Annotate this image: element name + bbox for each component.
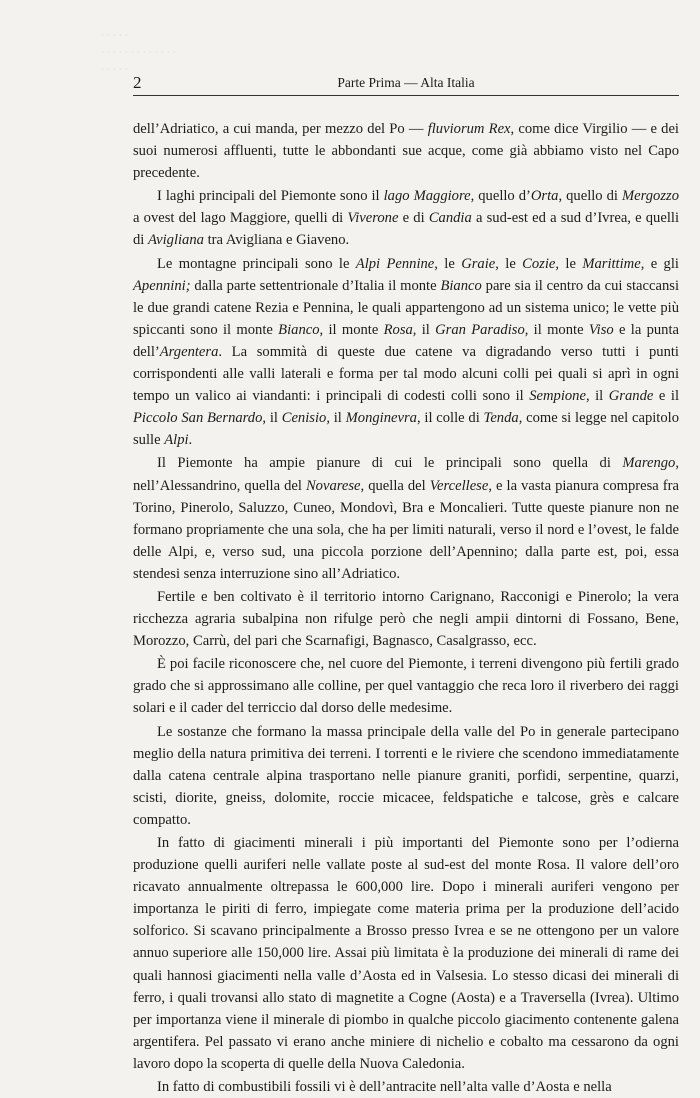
text-run: , il colle di — [416, 410, 484, 427]
italic-text: Viverone — [347, 210, 399, 227]
running-title: Parte Prima — Alta Italia — [337, 75, 475, 90]
italic-text: Sempione — [529, 388, 586, 405]
italic-text: Avigliana — [148, 232, 204, 249]
page-body — [133, 118, 679, 1098]
italic-text: Tenda — [483, 410, 519, 427]
paragraph — [133, 721, 679, 831]
text-run: , quello di — [558, 188, 622, 205]
text-run: Le montagne principali sono le — [157, 255, 356, 272]
text-run: , come si legge nel capitolo sulle — [133, 410, 679, 449]
text-run: , il — [412, 321, 436, 338]
text-run: , il — [585, 388, 609, 405]
text-run: e il — [653, 388, 679, 405]
text-run: Il Piemonte ha ampie pianure di cui le principali sono quella di — [157, 455, 623, 472]
paragraph — [133, 653, 679, 719]
text-run: , quello d’ — [470, 188, 531, 205]
italic-text: Monginevra — [345, 410, 417, 427]
text-run: pare sia il centro da cui staccansi le due grandi catene Rezia e Pennina, le quali appartengono ad un sistema unico; le vette più spiccanti sono il monte — [133, 277, 679, 338]
text-run: È poi facile riconoscere che, nel cuore del Piemonte, i terreni divengono più fertili grado grado che si approssimano alle colline, per quel vantaggio che reca loro il riverbero dei raggi solari e il cader del terriccio dal dorso delle medesime. — [133, 656, 679, 717]
italic-text: fluviorum Rex — [427, 121, 511, 137]
ghost-line: ············· — [100, 45, 178, 61]
text-run: e la punta dell’ — [133, 321, 680, 360]
paragraph — [133, 1076, 679, 1098]
text-run: , e la vasta pianura compresa fra Torino, Pinerolo, Saluzzo, Cuneo, Mondovì, Bra e Moncalieri. Tutte queste pianure non ne formano propriamente che una sola, che ha per limiti naturali, verso il nord e l’ovest, le falde delle Alpi, e, verso sud, una piccola porzione dell’Apennino; dalla parte est, poi, essa stendesi senza interruzione sino all’Adriatico. — [133, 477, 679, 582]
italic-text: Apennini; — [133, 277, 191, 294]
paragraph — [133, 253, 679, 452]
text-run: Fertile e ben coltivato è il territorio intorno Carignano, Racconigi e Pinerolo; la vera ricchezza agraria subalpina non rifulge però che negli ampii dintorni di Fossano, Bene, Morozzo, Carrù, del pari che Scarnafigi, Bagnasco, Casalgrasso, ecc. — [133, 588, 679, 650]
text-run: , le — [495, 255, 523, 272]
italic-text: Vercellese — [429, 477, 489, 494]
italic-text: Piccolo San Bernardo — [133, 410, 263, 427]
italic-text: Bianco — [278, 321, 320, 338]
text-run: , le — [434, 255, 462, 272]
text-run: a sud-est ed a sud d’Ivrea, e quelli di — [133, 210, 679, 249]
italic-text: Novarese — [305, 477, 361, 494]
text-run: . La sommità di queste due catene va digradando verso tutti i punti corrispondenti alle valli laterali e forma per tal modo alcuni colli pei quali si aprì in ogni tempo un valico ai viandanti: i principali di codesti colli sono il — [133, 343, 679, 405]
text-run: , e gli — [640, 255, 679, 272]
text-run: Le sostanze che formano la massa principale della valle del Po in generale partecipano meglio della natura primitiva dei terreni. I torrenti e le riviere che scendono immediatamente dalla catena centrale alpina trasportano nelle pianure graniti, porfidi, serpentine, quarzi, scisti, diorite, gneiss, dolomite, roccie micacee, feldspatiche e talcose, grès e calcare compatto. — [133, 723, 679, 828]
italic-text: Mergozzo — [621, 188, 679, 205]
text-run: , come dice Virgilio — e dei suoi numerosi affluenti, tutte le abbondanti sue acque, come già abbiamo visto nel Capo precedente. — [133, 121, 679, 182]
text-run: I laghi principali del Piemonte sono il — [157, 188, 384, 205]
paragraph — [133, 185, 679, 251]
italic-text: Bianco — [440, 277, 482, 294]
text-run: e di — [398, 210, 429, 227]
text-run: dell’Adriatico, a cui manda, per mezzo del Po — — [133, 121, 428, 137]
text-run: dalla parte settentrionale d’Italia il monte — [190, 277, 441, 294]
text-run: . — [188, 432, 193, 449]
italic-text: Gran Paradiso — [435, 321, 525, 338]
italic-text: Viso — [588, 321, 614, 338]
text-run: , le — [555, 255, 583, 272]
italic-text: Grande — [608, 388, 654, 405]
page-number: 2 — [133, 73, 142, 92]
running-header — [133, 71, 679, 96]
italic-text: Marengo — [622, 455, 676, 472]
italic-text: lago Maggiore — [383, 188, 471, 205]
text-run: tra Avigliana e Giaveno. — [203, 232, 350, 249]
paragraph — [133, 452, 679, 585]
italic-text: Graie — [461, 255, 496, 272]
text-run: , il monte — [524, 321, 589, 338]
italic-text: Rosa — [383, 321, 413, 338]
paragraph — [133, 832, 679, 1075]
italic-text: Argentera — [159, 343, 219, 360]
text-run: , il — [326, 410, 346, 427]
text-run: In fatto di giacimenti minerali i più importanti del Piemonte sono per l’odierna produzione quelli auriferi nelle vallate poste al sud-est del monte Rosa. Il valore dell’oro ricavato annualmente oltrepassa le 600,000 lire. Dopo i minerali auriferi vengono per importanza le piriti di ferro, impiegate come materia prima per la produzione dell’acido solforico. Si scavano principalmente a Brosso presso Ivrea e se ne ottengono per un valore annuo superiore alle 150,000 lire. Assai più limitata è la produzione dei minerali di rame dei quali hannosi giacimenti nella valle d’Aosta ed in Valsesia. Lo stesso dicasi dei minerali di ferro, i quali trovansi allo stato di magnetite a Cogne (Aosta) e a Traversella (Ivrea). Ultimo per importanza viene il minerale di piombo in qualche piccolo giacimento contenente galena argentifera. Pel passato vi erano anche miniere di nichelio e cobalto ma cessarono da ogni lavoro dopo la scoperta di quelle della Nuova Caledonia. — [133, 835, 679, 1072]
text-run: In fatto di combustibili fossili vi è dell’antracite nell’alta valle d’Aosta e nella — [157, 1079, 612, 1096]
italic-text: Candia — [428, 210, 472, 227]
text-run: , nell’Alessandrino, quella del — [133, 455, 679, 494]
italic-text: Orta — [530, 188, 559, 205]
ghost-line: ····· — [100, 28, 130, 44]
text-run: , il monte — [319, 321, 384, 338]
paragraph — [133, 586, 679, 652]
italic-text: Alpi Pennine — [355, 255, 435, 272]
text-run: a ovest del lago Maggiore, quelli di — [133, 210, 348, 227]
italic-text: Cozie — [522, 255, 556, 272]
paragraph — [133, 118, 679, 184]
italic-text: Marittime — [582, 255, 641, 272]
text-run: , il — [262, 410, 282, 427]
italic-text: Cenisio — [281, 410, 327, 427]
italic-text: Alpi — [164, 432, 189, 449]
ghost-line: ····· — [100, 62, 130, 78]
text-run: , quella del — [360, 477, 430, 494]
